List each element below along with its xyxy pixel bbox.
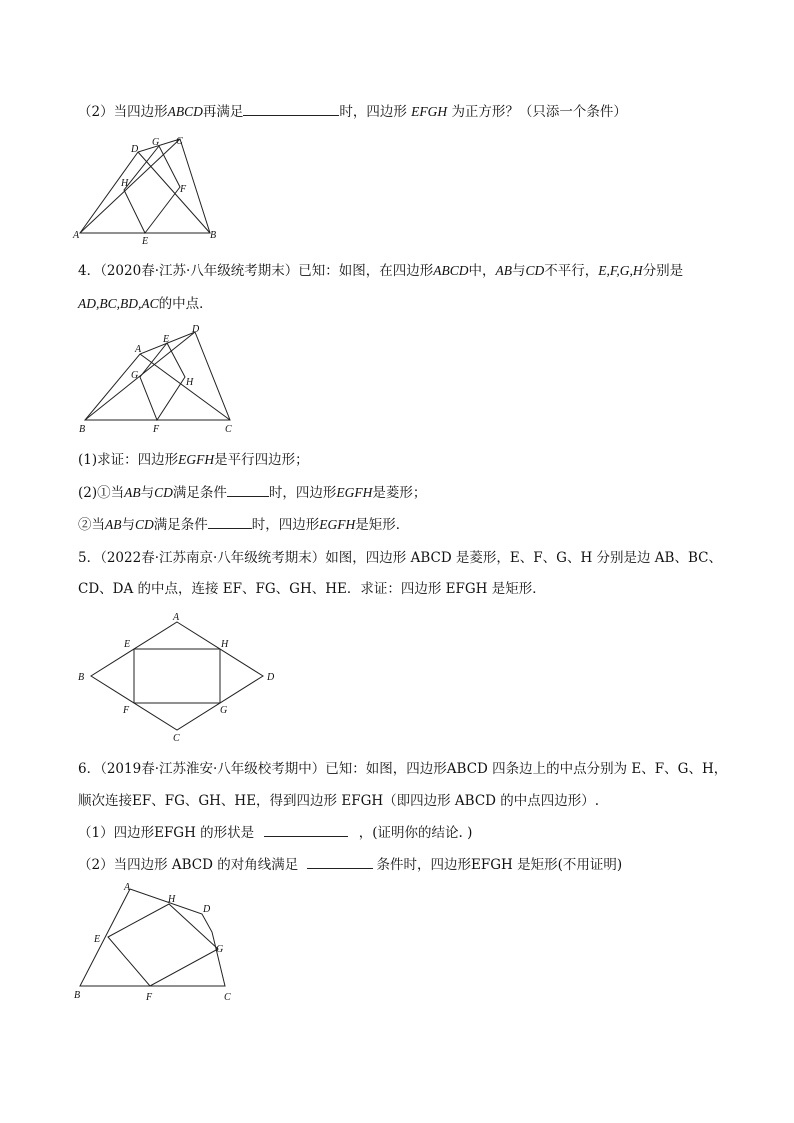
label-A: A: [135, 344, 142, 355]
figure-q5: [75, 610, 285, 745]
q6-line1: 6．（2019春·江苏淮安·八年级校考期中）已知：如图，四边形ABCD 四条边上的中点分别为 E、F、G、H，: [78, 761, 728, 777]
fig3-quadrilateral: [80, 139, 210, 233]
label-G: G: [131, 370, 139, 381]
label-H: H: [168, 894, 176, 905]
q5-line1: 5．（2022春·江苏南京·八年级统考期末）如图，四边形 ABCD 是菱形，E、F、G、H 分别是边 AB、BC、: [78, 550, 722, 566]
label-A: A: [173, 612, 180, 623]
figure-q4: [75, 322, 245, 437]
label-D: D: [267, 672, 275, 683]
label-B: B: [210, 230, 217, 241]
label-E: E: [124, 639, 131, 650]
label-G: G: [152, 137, 160, 148]
fig5-efgh: [134, 649, 220, 703]
q4-part1: (1)求证：四边形EGFH是平行四边形；: [78, 452, 309, 468]
fig6-efgh: [108, 904, 218, 986]
answer-blank[interactable]: [227, 484, 269, 497]
label-B: B: [78, 672, 85, 683]
label-H: H: [121, 178, 129, 189]
q4-part2b: ②当AB与CD满足条件 时，四边形EGFH是矩形．: [78, 517, 410, 533]
figure-q3: [70, 130, 230, 250]
label-F: F: [180, 184, 187, 195]
q6-part1: （1）四边形EFGH 的形状是 ，(证明你的结论. ): [78, 825, 473, 841]
q3-part2-text: （2）当四边形ABCD再满足 时，四边形 EFGH 为正方形？（只添一个条件）: [78, 104, 627, 120]
label-F: F: [153, 424, 160, 435]
label-H: H: [221, 639, 229, 650]
q5-line2: CD、DA 的中点，连接 EF、FG、GH、HE．求证：四边形 EFGH 是矩形．: [78, 581, 546, 597]
label-B: B: [74, 990, 81, 1001]
q6-part2: （2）当四边形 ABCD 的对角线满足 条件时，四边形EFGH 是矩形(不用证明): [78, 857, 623, 873]
label-A: A: [73, 230, 80, 241]
answer-blank[interactable]: [307, 856, 373, 869]
label-C: C: [224, 992, 231, 1003]
label-A: A: [124, 882, 131, 893]
label-D: D: [203, 904, 211, 915]
label-F: F: [146, 992, 153, 1003]
label-C: C: [176, 136, 183, 147]
label-C: C: [225, 424, 232, 435]
label-B: B: [79, 424, 86, 435]
q4-line2: AD,BC,BD,AC的中点．: [78, 296, 213, 312]
label-D: D: [192, 324, 200, 335]
fig5-rhombus: [91, 622, 263, 730]
answer-blank[interactable]: [264, 824, 348, 837]
q4-part2a: (2)①当AB与CD满足条件 时，四边形EGFH是菱形；: [78, 485, 427, 501]
label-G: G: [216, 944, 224, 955]
label-H: H: [186, 377, 194, 388]
label-E: E: [94, 934, 101, 945]
label-E: E: [163, 334, 170, 345]
q4-line1: 4．（2020春·江苏·八年级统考期末）已知：如图，在四边形ABCD中，AB与CD不平行，E,F,G,H分别是: [78, 263, 684, 279]
label-F: F: [123, 705, 130, 716]
label-D: D: [131, 144, 139, 155]
fig4-quadrilateral: [85, 332, 230, 420]
label-G: G: [220, 705, 228, 716]
label-E: E: [142, 236, 149, 247]
label-C: C: [173, 733, 180, 744]
answer-blank[interactable]: [208, 516, 252, 529]
answer-blank[interactable]: [243, 103, 339, 116]
q6-line2: 顺次连接EF、FG、GH、HE，得到四边形 EFGH（即四边形 ABCD 的中点四边形）.: [78, 793, 600, 809]
figure-q6: [70, 880, 245, 1010]
